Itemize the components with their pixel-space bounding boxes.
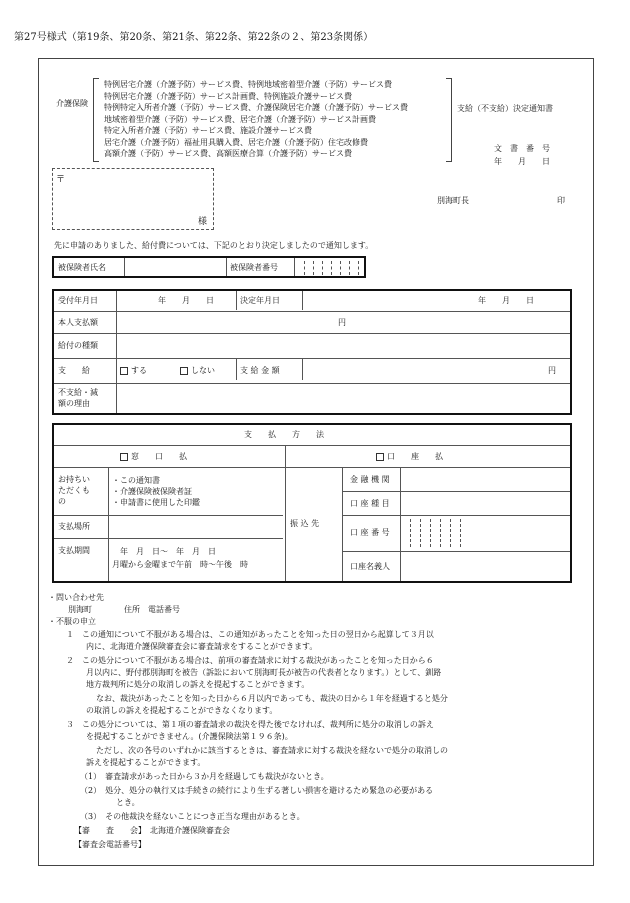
received-date-label: 受付年月日 bbox=[58, 296, 98, 305]
appeal-line: 月以内に、野付郡別海町を被告（訴訟において別海町長が被告の代表者となります。）として、釧路 bbox=[86, 668, 442, 677]
transfer-label: 振 込 先 bbox=[290, 519, 320, 528]
place-label: 支払場所 bbox=[58, 522, 90, 531]
checkbox-icon bbox=[180, 367, 188, 375]
appeal-line: なお、裁決があったことを知った日から６月以内であっても、裁決の日から１年を経過すると処分 bbox=[96, 694, 448, 703]
right-brace bbox=[446, 78, 452, 162]
inquiry-heading: ・問い合わせ先 bbox=[48, 593, 104, 602]
bring-items bbox=[112, 475, 200, 508]
bring-label-line1: お持ちい bbox=[58, 475, 90, 484]
reason-label-line1: 不支給・減 bbox=[58, 388, 98, 397]
notice-date: 年 月 日 bbox=[494, 157, 550, 166]
appeal-line: 内に、北海道介護保険審査会に審査請求をすることができます。 bbox=[86, 642, 318, 651]
service-line: 地域密着型介護（予防）サービス費、居宅介護（介護予防）サービス計画費 bbox=[104, 114, 376, 124]
account-number-label: 口 座 番 号 bbox=[350, 528, 390, 537]
review-board-phone: 【審査会電話番号】 bbox=[74, 840, 146, 849]
intro-text: 先に申請のありました、給付費については、下記のとおり決定しましたので通知します。 bbox=[54, 241, 374, 250]
appeal-line: （1） 審査請求があった日から３か月を経過しても裁決がないとき。 bbox=[80, 772, 329, 781]
self-pay-unit: 円 bbox=[338, 318, 346, 327]
payment-amount-label: 支 給 金 額 bbox=[240, 366, 280, 375]
payment-yes-label: する bbox=[131, 366, 147, 375]
checkbox-icon bbox=[120, 453, 128, 461]
appeal-line: を提起することができません。(介護保険法第１９６条)。 bbox=[86, 732, 293, 741]
account-holder-label: 口座名義人 bbox=[350, 562, 390, 571]
appeal-line: 訴えを提起することができます。 bbox=[86, 758, 206, 767]
appeal-line: 地方裁判所に処分の取消しの訴えを提起することができます。 bbox=[86, 680, 310, 689]
bring-label-line2: ただくも bbox=[58, 486, 90, 495]
insurance-label: 介護保険 bbox=[56, 99, 88, 108]
received-date-value: 年 月 日 bbox=[158, 296, 214, 305]
account-payment-option[interactable] bbox=[376, 452, 443, 462]
window-payment-option[interactable] bbox=[120, 452, 187, 462]
insured-table bbox=[52, 256, 366, 278]
appeal-line: ３ この処分については、第１項の審査請求の裁決を得た後でなければ、裁判所に処分の取消しの訴え bbox=[66, 720, 434, 729]
service-line: 特例特定入所者介護（予防）サービス費、介護保険居宅介護（介護予防）サービス費 bbox=[104, 103, 408, 112]
period-label: 支払期間 bbox=[58, 546, 90, 555]
appeal-line: の取消しの訴えを提起することができなくなります。 bbox=[86, 706, 278, 715]
bring-item: ・介護保険被保険者証 bbox=[112, 487, 192, 496]
payment-method-table bbox=[52, 423, 572, 583]
service-line: 特定入所者介護（予防）サービス費、施設介護サービス費 bbox=[104, 126, 312, 135]
bank-label: 金 融 機 関 bbox=[350, 475, 390, 484]
review-board: 【審 査 会】 北海道介護保険審査会 bbox=[74, 826, 230, 835]
issuer-name: 別海町長 bbox=[437, 196, 469, 205]
service-list bbox=[104, 79, 408, 160]
issuer-seal: 印 bbox=[557, 196, 565, 205]
left-brace bbox=[93, 78, 99, 162]
payment-label: 支 給 bbox=[58, 366, 90, 375]
service-line: 高額介護（予防）サービス費、高額医療合算（介護予防）サービス費 bbox=[104, 149, 352, 158]
benefit-type-label: 給付の種類 bbox=[58, 341, 98, 350]
appeal-line: ただし、次の各号のいずれかに該当するときは、審査請求に対する裁決を経ないで処分の取消しの bbox=[96, 746, 448, 755]
insured-name-label: 被保険者氏名 bbox=[58, 263, 106, 272]
bring-item: ・申請書に使用した印鑑 bbox=[112, 498, 200, 507]
self-pay-label: 本人支払額 bbox=[58, 318, 98, 327]
account-payment-label: 口 座 払 bbox=[387, 452, 443, 461]
payment-no-option[interactable] bbox=[180, 366, 215, 376]
appeal-line: （3） その他裁決を経ないことにつき正当な理由があるとき。 bbox=[80, 812, 305, 821]
account-type-label: 口 座 種 目 bbox=[350, 499, 390, 508]
appeal-line: とき。 bbox=[116, 798, 140, 807]
period-hours: 月曜から金曜まで午前 時〜午後 時 bbox=[112, 560, 248, 569]
checkbox-icon bbox=[376, 453, 384, 461]
document-number: 文 書 番 号 bbox=[494, 144, 550, 153]
checkbox-icon bbox=[120, 367, 128, 375]
service-line: 特例居宅介護（介護予防）サービス計画費、特例施設介護サービス費 bbox=[104, 91, 352, 101]
address-box bbox=[52, 168, 214, 230]
reason-label-line2: 額の理由 bbox=[58, 399, 90, 408]
benefit-table bbox=[52, 289, 572, 415]
inquiry-contact: 別海町 住所 電話番号 bbox=[68, 605, 180, 614]
payment-amount-unit: 円 bbox=[548, 366, 556, 375]
payment-method-title: 支 払 方 法 bbox=[244, 430, 324, 439]
insured-number-label: 被保険者番号 bbox=[230, 263, 278, 272]
appeal-line: ２ この処分について不服がある場合は、前項の審査請求に対する裁決があったことを知った日から６ bbox=[66, 656, 434, 665]
appeal-line: １ この通知について不服がある場合は、この通知があったことを知った日の翌日から起算して３月以 bbox=[66, 630, 434, 639]
bring-label-line3: の bbox=[58, 497, 66, 506]
form-header: 第27号様式（第19条、第20条、第21条、第22条、第22条の２、第23条関係） bbox=[14, 32, 374, 43]
window-payment-label: 窓 口 払 bbox=[131, 452, 187, 461]
service-line: 特例居宅介護（介護予防）サービス費、特例地域密着型介護（予防）サービス費 bbox=[104, 80, 392, 89]
period-dates: 年 月 日〜 年 月 日 bbox=[120, 547, 216, 556]
appeal-line: （2） 処分、処分の執行又は手続きの続行により生ずる著しい損害を避けるため緊急の必要がある bbox=[80, 786, 434, 795]
postal-mark: 〒 bbox=[56, 175, 66, 185]
bring-item: ・この通知書 bbox=[112, 476, 160, 485]
service-line: 居宅介護（介護予防）福祉用具購入費、居宅介護（介護予防）住宅改修費 bbox=[104, 137, 368, 147]
appeal-heading: ・不服の申立 bbox=[48, 617, 96, 626]
addressee-sama: 様 bbox=[198, 217, 208, 227]
decision-date-value: 年 月 日 bbox=[478, 296, 534, 305]
decision-date-label: 決定年月日 bbox=[240, 296, 280, 305]
payment-no-label: しない bbox=[191, 366, 215, 375]
payment-yes-option[interactable] bbox=[120, 366, 147, 376]
notice-title: 支給（不支給）決定通知書 bbox=[457, 104, 553, 113]
